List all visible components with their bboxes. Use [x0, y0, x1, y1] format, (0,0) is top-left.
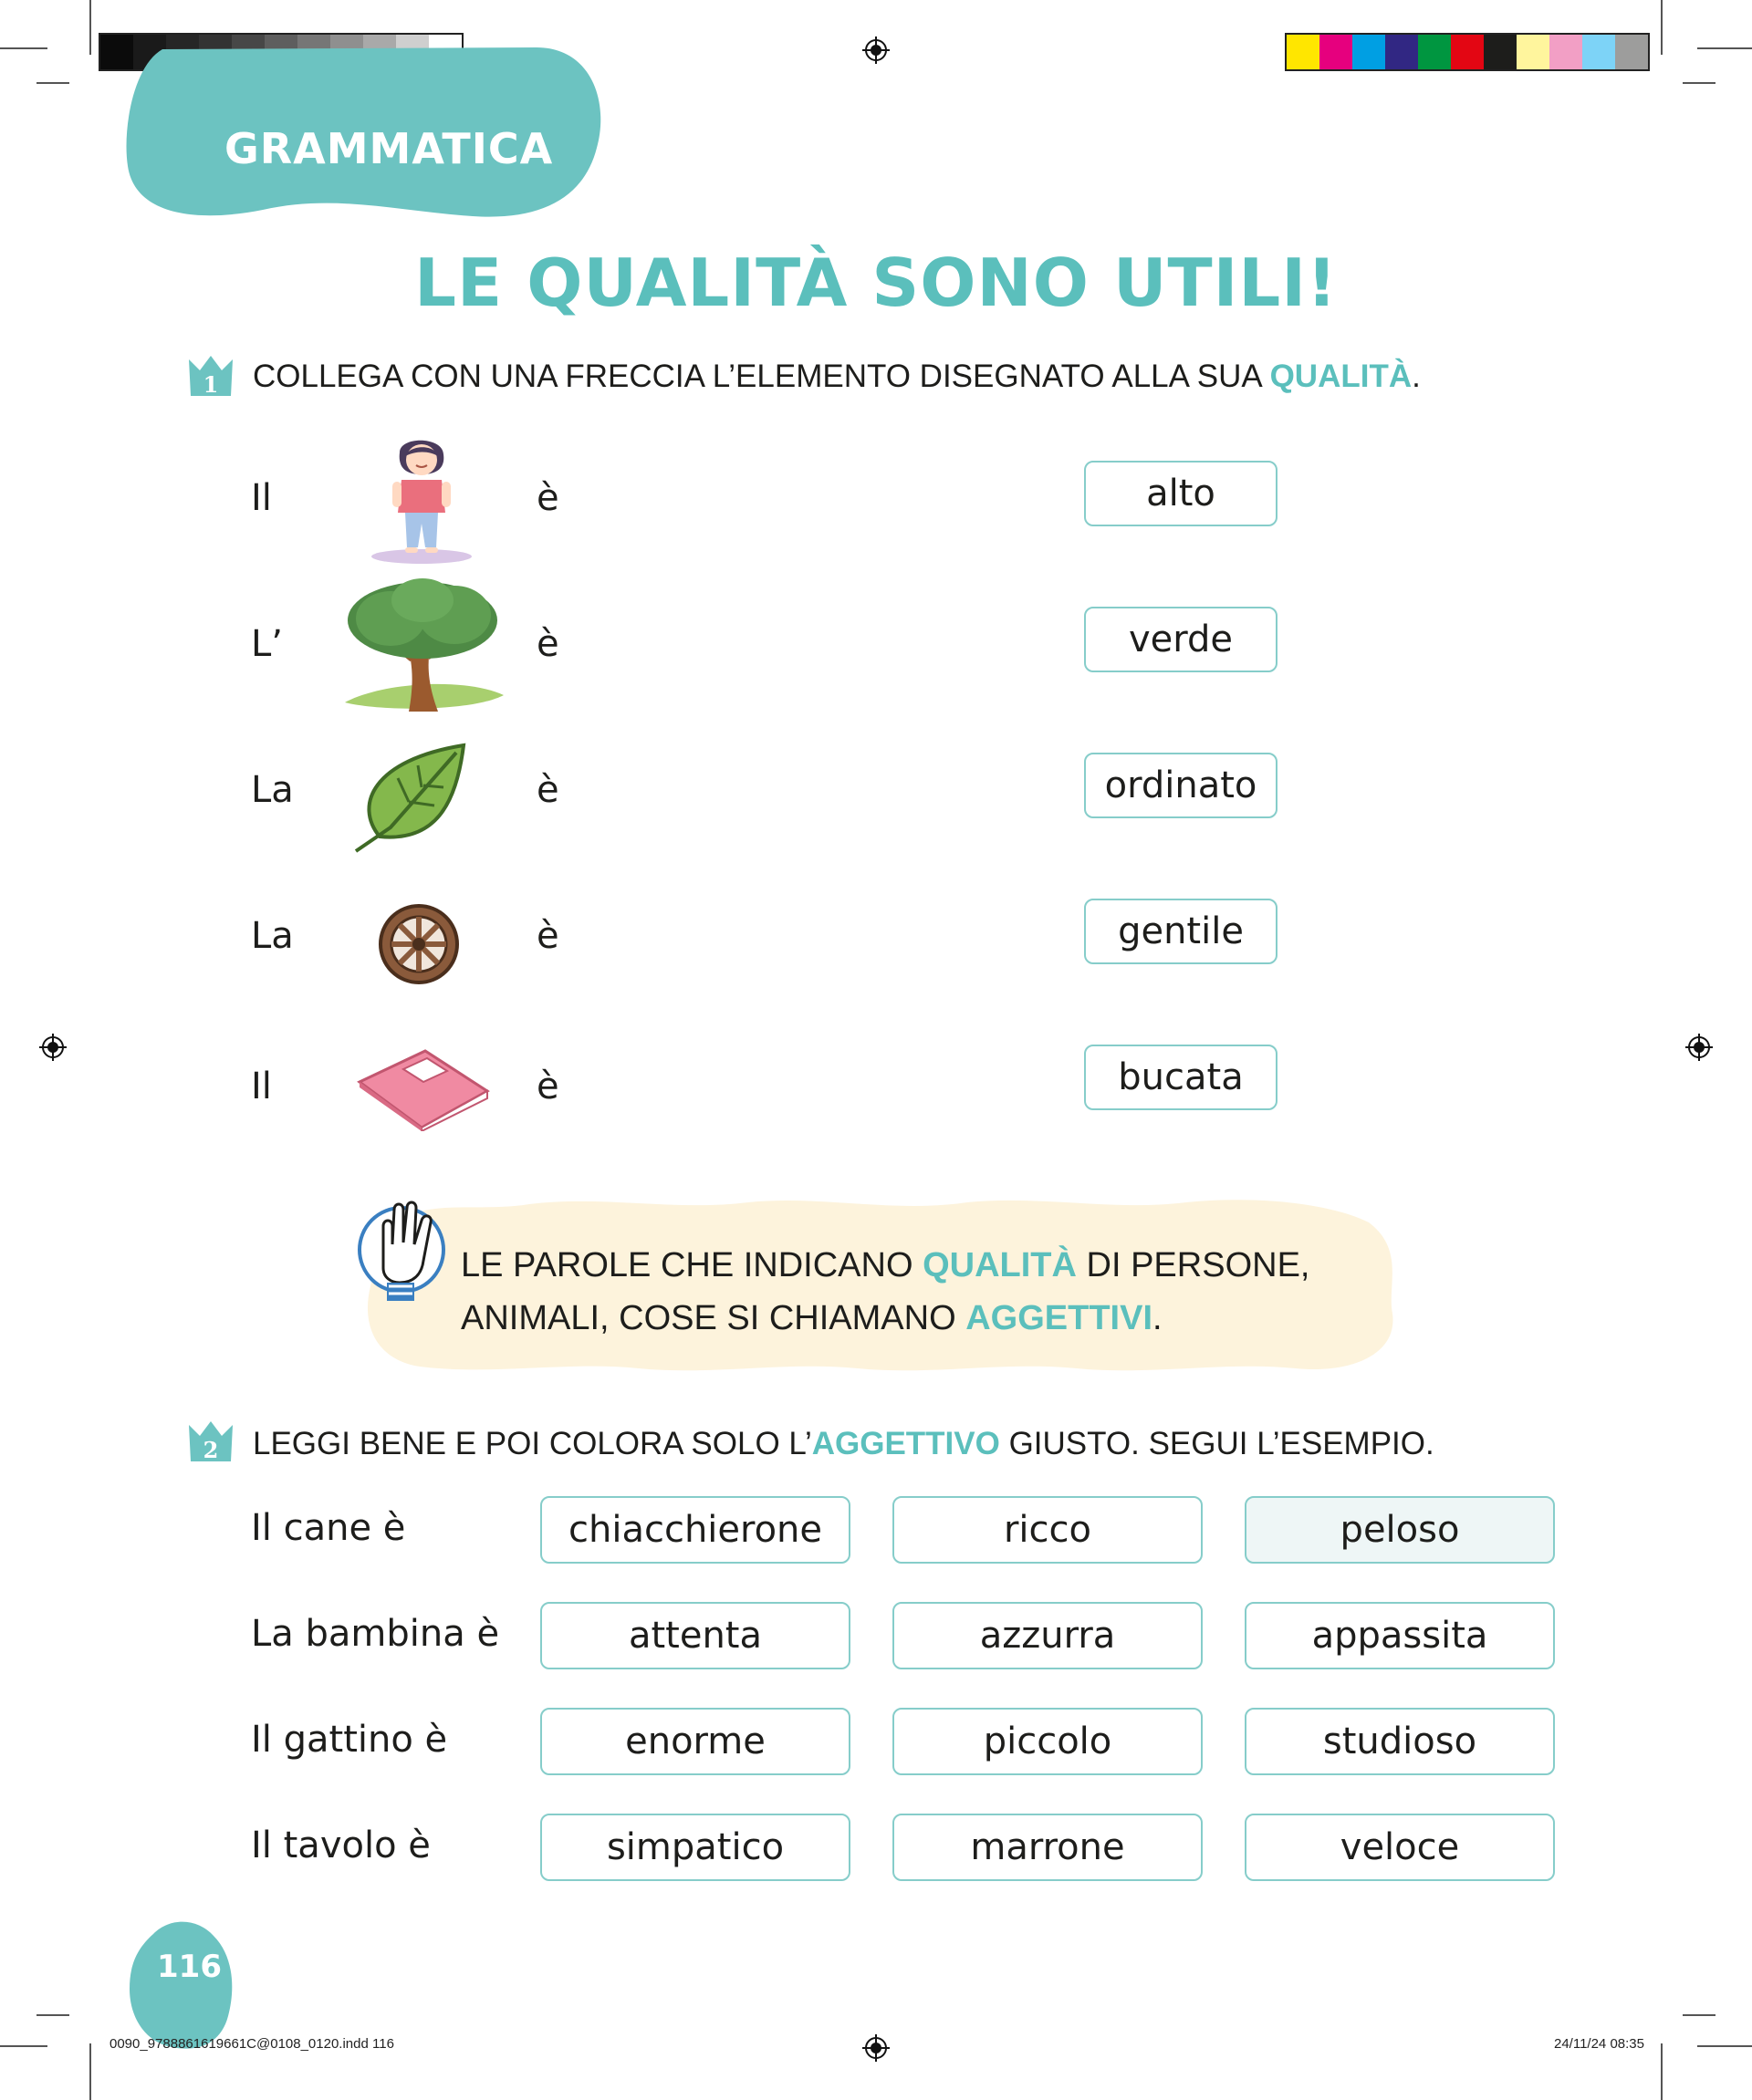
quality-box[interactable]: gentile — [1084, 899, 1278, 964]
adjective-option[interactable]: ricco — [892, 1496, 1203, 1564]
exercise2-instruction: LEGGI BENE E POI COLORA SOLO L’AGGETTIVO GIUSTO. SEGUI L’ESEMPIO. — [253, 1426, 1434, 1461]
hand-icon — [358, 1195, 449, 1305]
registration-mark-icon — [1685, 1034, 1713, 1061]
svg-text:1: 1 — [203, 371, 219, 398]
file-slug: 0090_9788861619661C@0108_0120.indd 116 — [110, 2036, 394, 2052]
svg-text:2: 2 — [203, 1437, 219, 1463]
crown-number-icon — [185, 352, 236, 400]
rule-note-text — [461, 1239, 1309, 1345]
verb-word: è — [537, 477, 559, 519]
sentence-label: Il cane è — [251, 1507, 406, 1549]
article-word: Il — [251, 1066, 272, 1107]
adjective-option-colored[interactable]: peloso — [1245, 1496, 1555, 1564]
registration-mark-icon — [862, 36, 890, 64]
exercise1-instruction: COLLEGA CON UNA FRECCIA L’ELEMENTO DISEGNATO ALLA SUA QUALITÀ. — [253, 359, 1421, 394]
quality-box[interactable]: ordinato — [1084, 753, 1278, 818]
crown-number-icon — [185, 1418, 236, 1465]
registration-mark-icon — [39, 1034, 67, 1061]
page-number: 116 — [157, 1949, 222, 1985]
rule-note-line2: ANIMALI, COSE SI CHIAMANO AGGETTIVI. — [461, 1299, 1163, 1337]
quality-box[interactable]: bucata — [1084, 1045, 1278, 1110]
leaf-picture — [354, 742, 468, 853]
adjective-option[interactable]: piccolo — [892, 1708, 1203, 1775]
tree-picture — [336, 575, 509, 712]
adjective-option[interactable]: studioso — [1245, 1708, 1555, 1775]
adjective-option[interactable]: enorme — [540, 1708, 850, 1775]
registration-mark-icon — [862, 2034, 890, 2062]
quality-box[interactable]: verde — [1084, 607, 1278, 672]
sentence-label: Il tavolo è — [251, 1825, 431, 1866]
adjective-option[interactable]: marrone — [892, 1814, 1203, 1881]
notebook-picture — [356, 1047, 491, 1131]
page-title: LE QUALITÀ SONO UTILI! — [414, 244, 1338, 321]
verb-word: è — [537, 769, 559, 811]
adjective-option[interactable]: azzurra — [892, 1602, 1203, 1669]
adjective-option[interactable]: attenta — [540, 1602, 850, 1669]
adjective-option[interactable]: simpatico — [540, 1814, 850, 1881]
verb-word: è — [537, 915, 559, 957]
wheel-picture — [376, 901, 462, 987]
section-label: GRAMMATICA — [224, 124, 554, 173]
rule-note-line1: LE PAROLE CHE INDICANO QUALITÀ DI PERSONE, — [461, 1246, 1310, 1284]
adjective-option[interactable]: veloce — [1245, 1814, 1555, 1881]
sentence-label: Il gattino è — [251, 1719, 448, 1761]
article-word: La — [251, 915, 294, 957]
girl-picture — [365, 432, 479, 567]
verb-word: è — [537, 623, 559, 665]
adjective-option[interactable]: chiacchierone — [540, 1496, 850, 1564]
article-word: L’ — [251, 623, 283, 665]
cmyk-color-bar — [1285, 33, 1650, 71]
adjective-option[interactable]: appassita — [1245, 1602, 1555, 1669]
article-word: La — [251, 769, 294, 811]
quality-box[interactable]: alto — [1084, 461, 1278, 526]
sentence-label: La bambina è — [251, 1613, 500, 1655]
date-slug: 24/11/24 08:35 — [1554, 2036, 1644, 2052]
article-word: Il — [251, 477, 272, 519]
verb-word: è — [537, 1066, 559, 1107]
